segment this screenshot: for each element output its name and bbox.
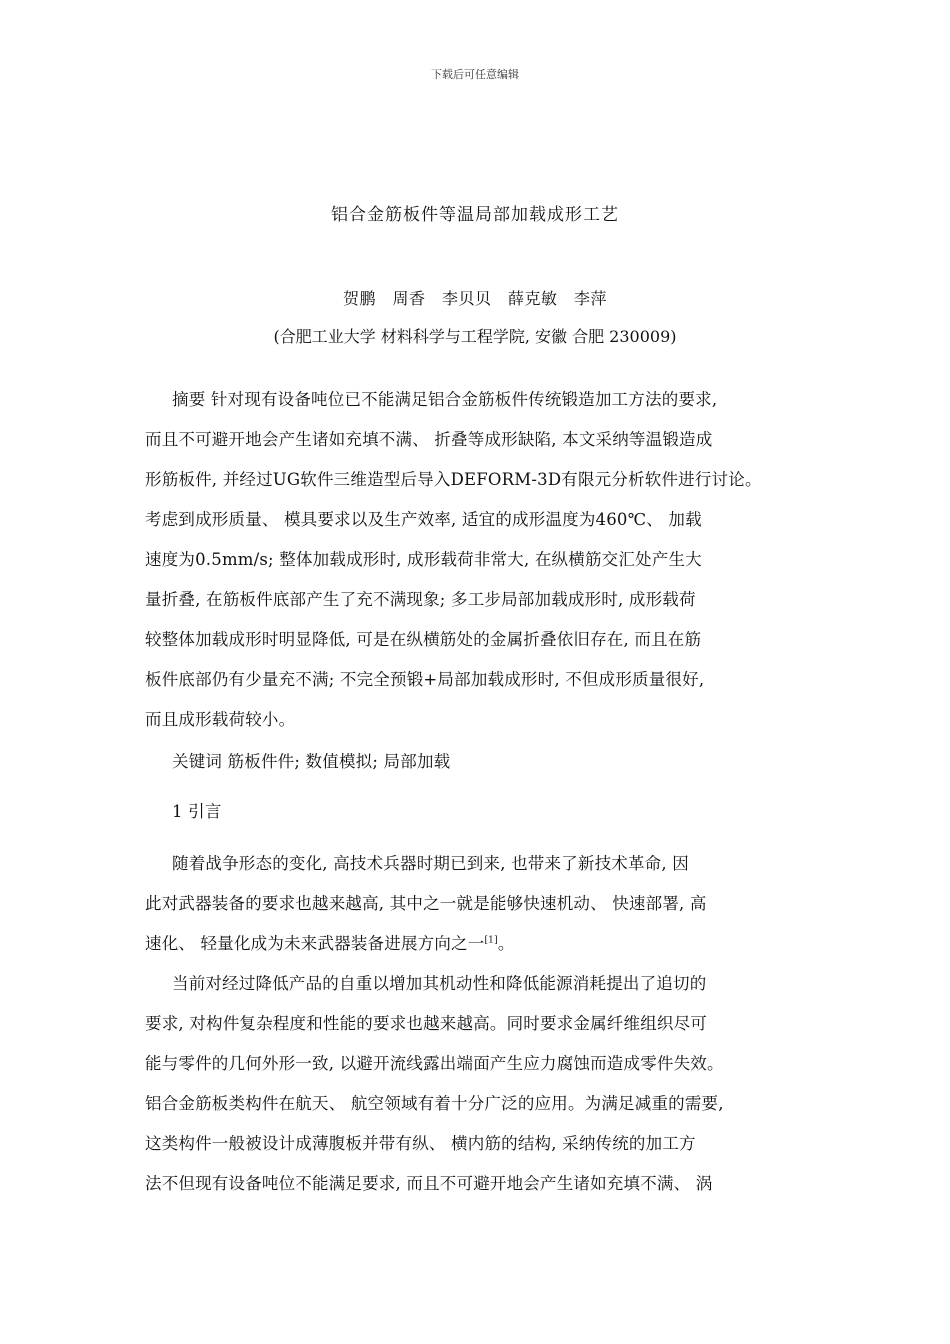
- intro-line: 这类构件一般被设计成薄腹板并带有纵、 横内筋的结构, 采纳传统的加工方: [145, 1134, 696, 1153]
- abstract-line: 较整体加载成形时明显降低, 可是在纵横筋处的金属折叠依旧存在, 而且在筋: [145, 630, 702, 649]
- intro-line: 要求, 对构件复杂程度和性能的要求也越来越高。同时要求金属纤维组织尽可: [145, 1014, 707, 1033]
- abstract-line: 量折叠, 在筋板件底部产生了充不满现象; 多工步局部加载成形时, 成形载荷: [145, 590, 696, 609]
- abstract-line: 板件底部仍有少量充不满; 不完全预锻+局部加载成形时, 不但成形质量很好,: [145, 670, 705, 689]
- intro-line: 铝合金筋板类构件在航天、 航空领域有着十分广泛的应用。为满足减重的需要,: [145, 1094, 724, 1113]
- intro-text: 速化、 轻量化成为未来武器装备进展方向之一: [145, 934, 485, 953]
- affiliation: (合肥工业大学 材料科学与工程学院, 安徽 合肥 230009): [273, 327, 677, 346]
- abstract-line: 而且不可避开地会产生诸如充填不满、 折叠等成形缺陷, 本文采纳等温锻造成: [145, 430, 713, 449]
- intro-line: 当前对经过降低产品的自重以增加其机动性和降低能源消耗提出了追切的: [172, 974, 707, 993]
- citation: [1]: [484, 935, 498, 946]
- section-heading: 1 引言: [172, 802, 222, 821]
- intro-line: 随着战争形态的变化, 高技术兵器时期已到来, 也带来了新技术革命, 因: [172, 854, 689, 873]
- intro-text: 。: [497, 934, 515, 953]
- abstract-line: 形筋板件, 并经过UG软件三维造型后导入DEFORM-3D有限元分析软件进行讨论。: [145, 470, 762, 489]
- abstract-line: 摘要 针对现有设备吨位已不能满足铝合金筋板件传统锻造加工方法的要求,: [172, 390, 718, 409]
- author-list: 贺鹏 周香 李贝贝 薛克敏 李萍: [342, 289, 607, 308]
- abstract-line: 而且成形载荷较小。: [145, 710, 296, 729]
- page-header: 下载后可任意编辑: [431, 68, 519, 81]
- paper-title: 铝合金筋板件等温局部加载成形工艺: [331, 205, 619, 225]
- intro-line: [145, 930, 825, 954]
- intro-line: 此对武器装备的要求也越来越高, 其中之一就是能够快速机动、 快速部署, 高: [145, 894, 707, 913]
- intro-line: 能与零件的几何外形一致, 以避开流线露出端面产生应力腐蚀而造成零件失效。: [145, 1054, 724, 1073]
- abstract-line: 速度为0.5mm/s; 整体加载成形时, 成形载荷非常大, 在纵横筋交汇处产生大: [145, 550, 702, 569]
- intro-line: 法不但现有设备吨位不能满足要求, 而且不可避开地会产生诸如充填不满、 涡: [145, 1174, 713, 1193]
- keywords: 关键词 筋板件件; 数值模拟; 局部加载: [172, 752, 451, 771]
- abstract-line: 考虑到成形质量、 模具要求以及生产效率, 适宜的成形温度为460℃、 加载: [145, 510, 702, 529]
